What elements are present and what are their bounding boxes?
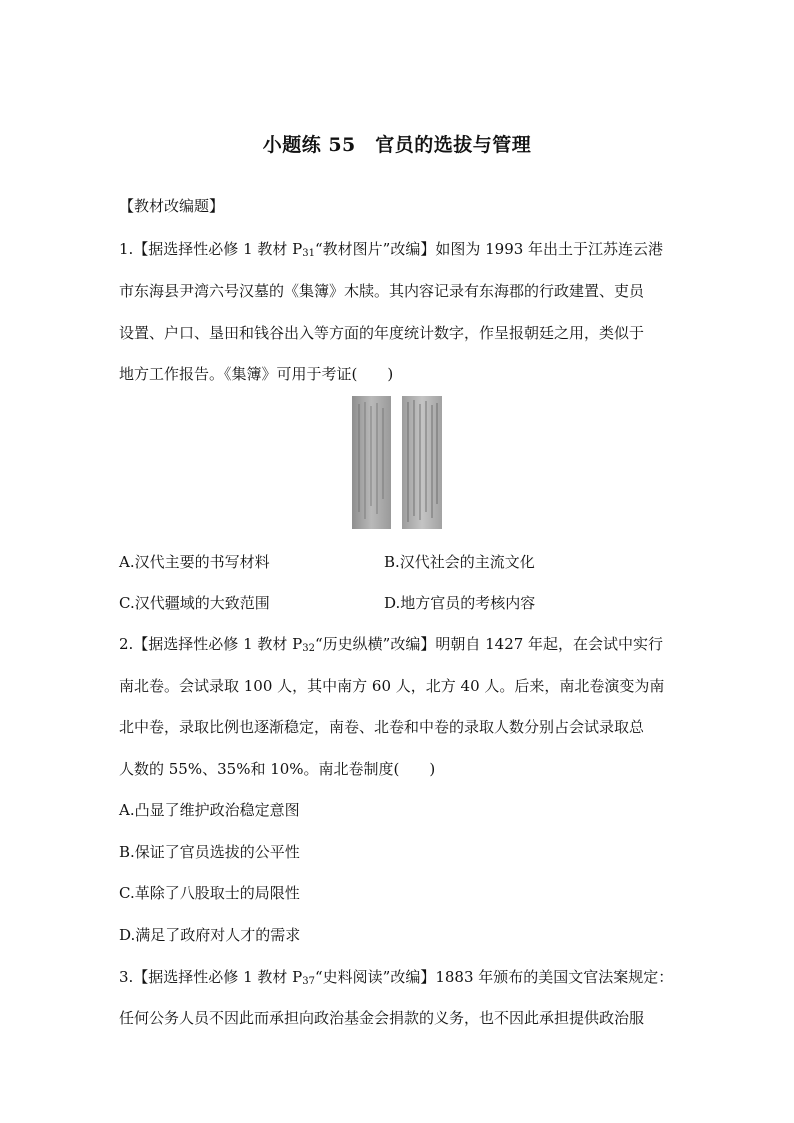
q2-option-b: B.保证了官员选拔的公平性 <box>119 843 300 861</box>
q2-option-a: A.凸显了维护政治稳定意图 <box>119 801 300 819</box>
q1-page-subscript: 31 <box>302 248 315 259</box>
q1-line1-rest: “教材图片”改编】如图为 1993 年出土于江苏连云港 <box>315 240 664 258</box>
q1-option-b: B.汉代社会的主流文化 <box>384 553 535 571</box>
q3-prefix: 3.【据选择性必修 1 教材 P <box>119 968 303 986</box>
q1-option-a: A.汉代主要的书写材料 <box>119 553 270 571</box>
section-heading: 【教材改编题】 <box>119 197 225 215</box>
q2-line1-rest: “历史纵横”改编】明朝自 1427 年起，在会试中实行 <box>315 635 664 653</box>
q2-line-1 <box>119 634 679 659</box>
q2-line-4: 人数的 55%、35%和 10%。南北卷制度( ) <box>119 760 436 778</box>
q1-options-row-2 <box>119 592 679 612</box>
q1-line-3: 设置、户口、垦田和钱谷出入等方面的年度统计数字，作呈报朝廷之用，类似于 <box>119 324 645 342</box>
q1-option-c: C.汉代疆域的大致范围 <box>119 594 270 612</box>
q1-line-4: 地方工作报告。《集簿》可用于考证( ) <box>119 365 394 383</box>
q1-options-row-1 <box>119 551 679 571</box>
q1-option-d: D.地方官员的考核内容 <box>384 594 536 612</box>
q1-line-2: 市东海县尹湾六号汉墓的《集簿》木牍。其内容记录有东海郡的行政建置、吏员 <box>119 282 645 300</box>
page-title: 小题练 55 官员的选拔与管理 <box>262 134 532 156</box>
q3-line1-rest: “史料阅读”改编】1883 年颁布的美国文官法案规定： <box>315 968 674 986</box>
q3-line-2: 任何公务人员不因此而承担向政治基金会捐款的义务，也不因此承担提供政治服 <box>119 1009 645 1027</box>
wooden-slip-right <box>402 396 442 529</box>
wooden-slip-left <box>352 396 391 529</box>
q2-page-subscript: 32 <box>302 643 315 654</box>
q2-prefix: 2.【据选择性必修 1 教材 P <box>119 635 303 653</box>
q3-page-subscript: 37 <box>302 976 315 987</box>
q3-line-1 <box>119 967 679 992</box>
q2-option-c: C.革除了八股取士的局限性 <box>119 884 300 902</box>
q2-line-2: 南北卷。会试录取 100 人，其中南方 60 人，北方 40 人。后来，南北卷演变为南 <box>119 677 665 695</box>
q2-line-3: 北中卷，录取比例也逐渐稳定，南卷、北卷和中卷的录取人数分别占会试录取总 <box>119 718 645 736</box>
wooden-slips-figure <box>350 394 445 531</box>
q1-line-1 <box>119 239 679 264</box>
q2-option-d: D.满足了政府对人才的需求 <box>119 926 301 944</box>
q1-prefix: 1.【据选择性必修 1 教材 P <box>119 240 303 258</box>
